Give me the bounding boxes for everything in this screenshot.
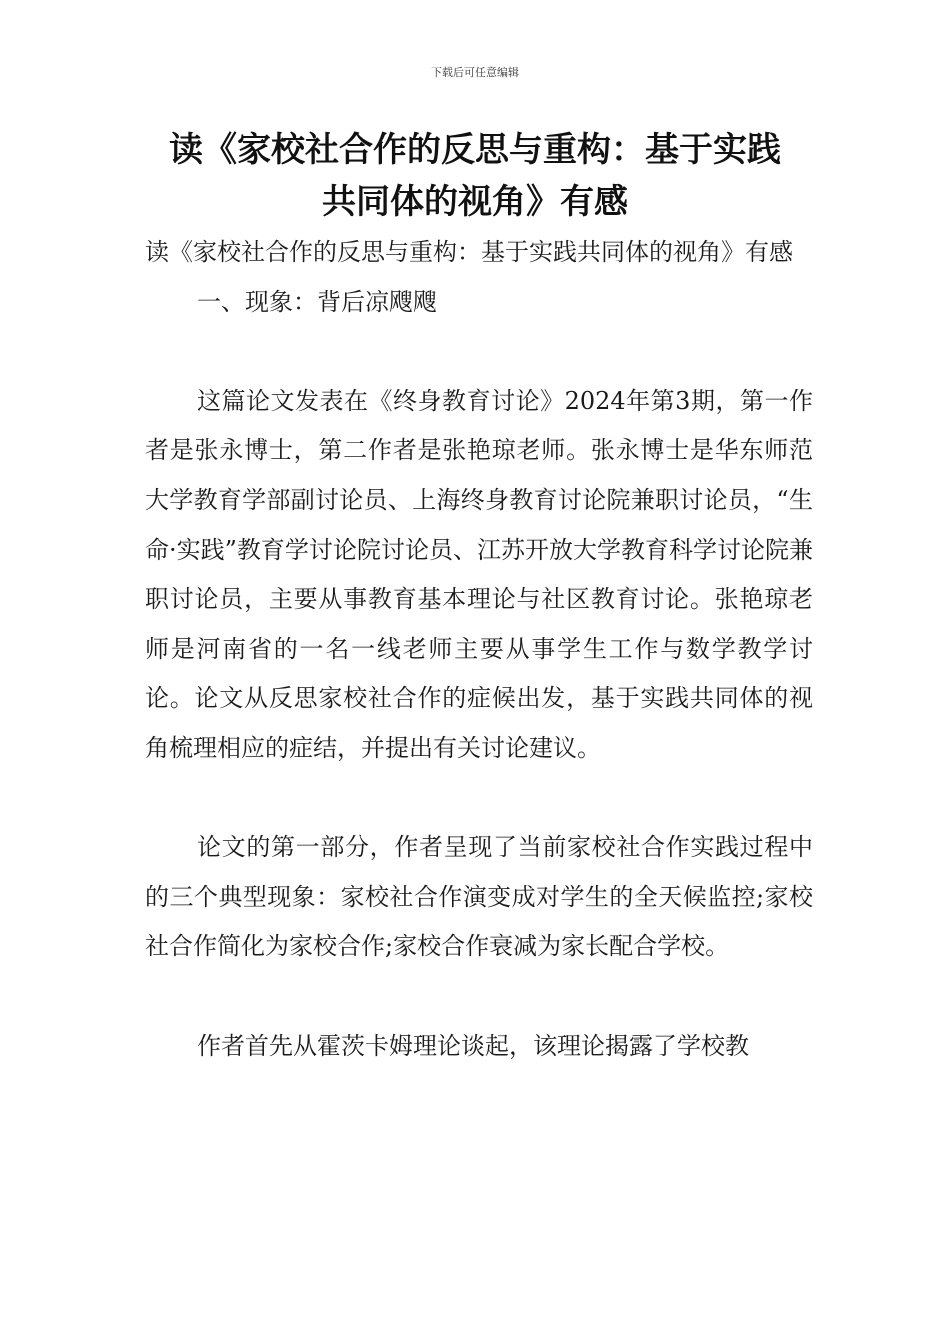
document-subtitle: 读《家校社合作的反思与重构：基于实践共同体的视角》有感: [145, 238, 793, 266]
body-paragraph: 作者首先从霍茨卡姆理论谈起，该理论揭露了学校教: [197, 1031, 749, 1060]
document-title-line-1: 读《家校社合作的反思与重构：基于实践: [169, 130, 781, 170]
body-paragraph: 论文的第一部分，作者呈现了当前家校社合作实践过程中的三个典型现象：家校社合作演变成对学生的全天候监控;家校社合作简化为家校合作;家校合作衰减为家长配合学校。: [145, 833, 813, 961]
section-heading: 一、现象：背后凉飕飕: [197, 287, 437, 316]
document-title: [110, 124, 840, 228]
document-body: [145, 228, 813, 1071]
body-paragraph: 这篇论文发表在《终身教育讨论》2024年第3期，第一作者是张永博士，第二作者是张艳琼老师。张永博士是华东师范大学教育学部副讨论员、上海终身教育讨论院兼职讨论员，“生命·实践”教育学讨论院讨论员、江苏开放大学教育科学讨论院兼职讨论员，主要从事教育基本理论与社区教育讨论。张艳琼老师是河南省的一名一线老师主要从事学生工作与数学教学讨论。论文从反思家校社合作的症候出发，基于实践共同体的视角梳理相应的症结，并提出有关讨论建议。: [145, 386, 813, 762]
paragraph-spacer: [145, 327, 813, 377]
paragraph-spacer: [145, 774, 813, 824]
paragraph-spacer: [145, 972, 813, 1022]
document-title-line-2: 共同体的视角》有感: [322, 182, 628, 222]
page-header-note: 下载后可任意编辑: [431, 66, 519, 79]
